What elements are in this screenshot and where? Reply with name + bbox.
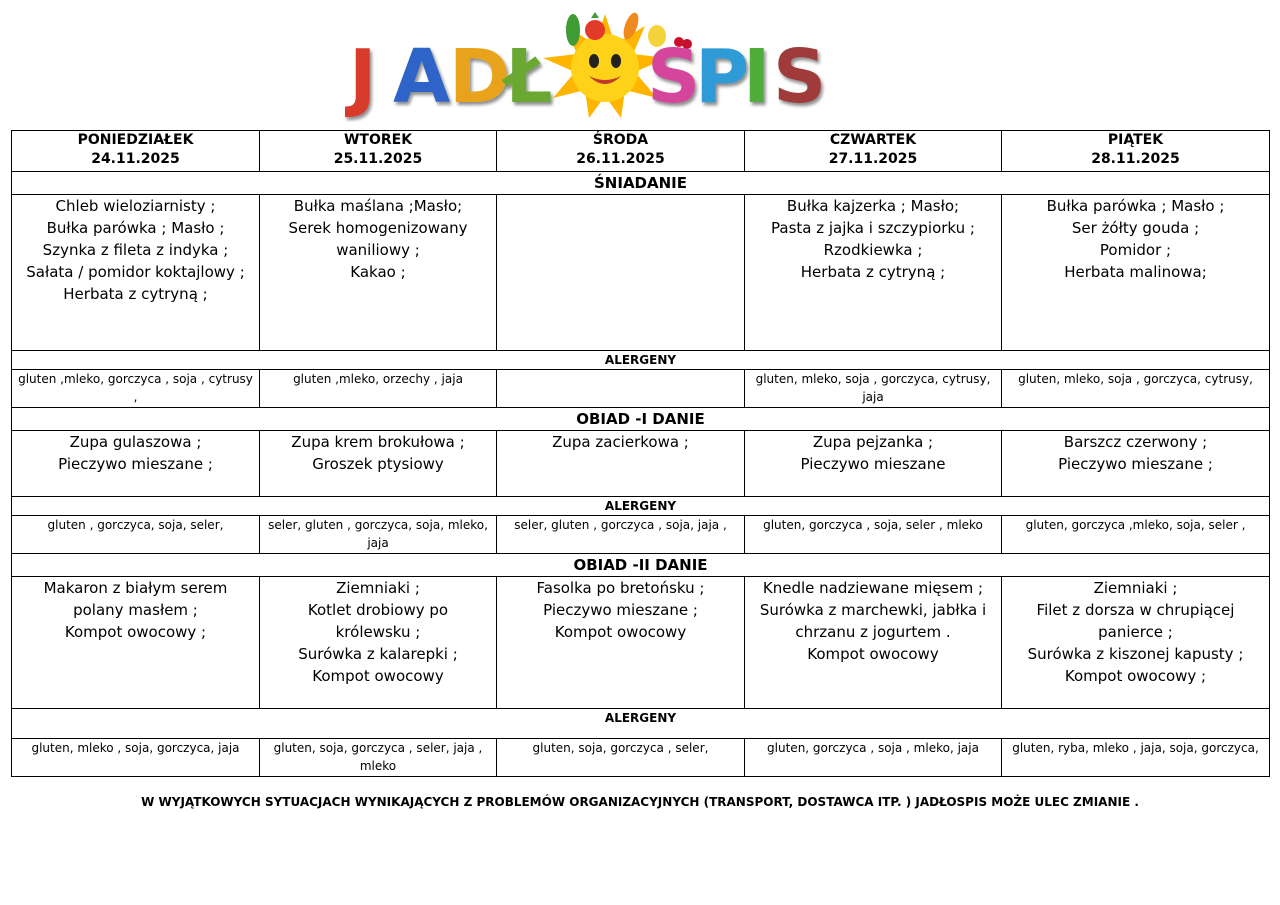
day-name: PONIEDZIAŁEK xyxy=(77,132,194,148)
allergen-cell: gluten, soja, gorczyca , seler, xyxy=(497,739,745,777)
meal-line: Zupa pejzanka ; xyxy=(812,433,934,451)
meal-line: Kotlet drobiowy po xyxy=(307,601,449,619)
logo-text-left xyxy=(345,34,553,120)
allergen-cell: gluten, mleko , soja, gorczyca, jaja xyxy=(12,739,260,777)
meal-line: Surówka z kalarepki ; xyxy=(298,645,458,663)
logo-letter-j: J xyxy=(349,34,377,120)
meal-line: Chleb wieloziarnisty ; xyxy=(55,197,216,215)
meal-line: Sałata / pomidor koktajlowy ; xyxy=(26,263,245,281)
allergen-cell: gluten, ryba, mleko , jaja, soja, gorczyca, xyxy=(1002,739,1270,777)
day-header-friday xyxy=(1002,131,1270,172)
day-name: PIĄTEK xyxy=(1107,132,1164,148)
logo-letter-s2: S xyxy=(773,34,827,120)
meal-cell xyxy=(1002,431,1270,497)
allergens-title: ALERGENY xyxy=(12,351,1270,370)
allergen-cell xyxy=(497,370,745,408)
meal-line: Bułka kajzerka ; Masło; xyxy=(786,197,960,215)
meal-line: Kakao ; xyxy=(350,263,406,281)
section-title-lunch1: OBIAD -I DANIE xyxy=(12,408,1270,431)
meal-line: Bułka maślana ;Masło; xyxy=(293,197,463,215)
allergen-cell: gluten ,mleko, gorczyca , soja , cytrusy , xyxy=(12,370,260,408)
lunch1-row xyxy=(12,431,1270,497)
meal-cell xyxy=(260,577,497,709)
meal-line: Bułka parówka ; Masło ; xyxy=(1046,197,1225,215)
allergens-title: ALERGENY xyxy=(12,709,1270,739)
meal-line: Kompot owocowy xyxy=(807,645,939,663)
meal-line: Zupa zacierkowa ; xyxy=(552,433,689,451)
day-header-thursday xyxy=(745,131,1002,172)
meal-line: Pieczywo mieszane ; xyxy=(58,455,213,473)
lunch2-row xyxy=(12,577,1270,709)
lunch2-allergens-row xyxy=(12,739,1270,777)
day-date: 27.11.2025 xyxy=(828,151,918,167)
lunch1-allergens-row xyxy=(12,516,1270,554)
logo-letter-l: Ł xyxy=(505,34,553,120)
meal-line: Herbata z cytryną ; xyxy=(800,263,946,281)
meal-cell xyxy=(745,431,1002,497)
menu-table xyxy=(11,130,1270,777)
day-date: 28.11.2025 xyxy=(1091,151,1180,167)
meal-line: Kompot owocowy xyxy=(312,667,444,685)
meal-line: Zupa gulaszowa ; xyxy=(69,433,202,451)
allergen-cell: gluten, gorczyca ,mleko, soja, seler , xyxy=(1002,516,1270,554)
day-name: CZWARTEK xyxy=(829,132,917,148)
logo-letter-d: D xyxy=(449,34,511,120)
days-header-row xyxy=(12,131,1270,172)
meal-line: Surówka z marchewki, jabłka i xyxy=(759,601,987,619)
logo-letter-a: A xyxy=(393,34,451,120)
meal-line: Szynka z fileta z indyka ; xyxy=(42,241,229,259)
meal-line: Ziemniaki ; xyxy=(336,579,420,597)
meal-line: Rzodkiewka ; xyxy=(823,241,923,259)
meal-line: Groszek ptysiowy xyxy=(312,455,444,473)
meal-line: Zupa krem brokułowa ; xyxy=(291,433,465,451)
meal-cell xyxy=(1002,577,1270,709)
meal-cell xyxy=(12,577,260,709)
meal-line: chrzanu z jogurtem . xyxy=(795,623,951,641)
day-name: ŚRODA xyxy=(592,132,649,148)
day-name: WTOREK xyxy=(343,132,413,148)
logo-letter-i: I xyxy=(743,34,771,120)
meal-line: Kompot owocowy ; xyxy=(64,623,207,641)
meal-line: Pieczywo mieszane ; xyxy=(1058,455,1213,473)
logo-letter-p: P xyxy=(695,34,750,120)
meal-line: królewsku ; xyxy=(335,623,421,641)
day-header-tuesday xyxy=(260,131,497,172)
meal-line: waniliowy ; xyxy=(336,241,420,259)
breakfast-row xyxy=(12,195,1270,351)
meal-line: Barszcz czerwony ; xyxy=(1063,433,1208,451)
meal-line: Pieczywo mieszane ; xyxy=(543,601,698,619)
meal-line: Serek homogenizowany xyxy=(288,219,468,237)
day-date: 24.11.2025 xyxy=(91,151,180,167)
lunch2-allergens-header-row xyxy=(12,709,1270,739)
day-header-monday xyxy=(12,131,260,172)
meal-line: Filet z dorsza w chrupiącej xyxy=(1036,601,1235,619)
meal-cell xyxy=(745,577,1002,709)
day-date: 25.11.2025 xyxy=(333,151,423,167)
meal-cell xyxy=(260,195,497,351)
meal-line: Fasolka po bretońsku ; xyxy=(536,579,705,597)
meal-cell xyxy=(497,577,745,709)
meal-line: Bułka parówka ; Masło ; xyxy=(46,219,225,237)
meal-cell xyxy=(497,431,745,497)
allergens-title: ALERGENY xyxy=(12,497,1270,516)
meal-line: Knedle nadziewane mięsem ; xyxy=(762,579,984,597)
meal-line: Ser żółty gouda ; xyxy=(1071,219,1200,237)
meal-cell xyxy=(745,195,1002,351)
breakfast-allergens-row xyxy=(12,370,1270,408)
meal-line: Pieczywo mieszane xyxy=(800,455,946,473)
meal-cell-empty xyxy=(497,195,745,351)
section-title-breakfast: ŚNIADANIE xyxy=(12,172,1270,195)
lunch1-allergens-header-row xyxy=(12,497,1270,516)
meal-line: Herbata z cytryną ; xyxy=(63,285,208,303)
footer-note: W WYJĄTKOWYCH SYTUACJACH WYNIKAJĄCYCH Z PROBLEMÓW ORGANIZACYJNYCH (TRANSPORT, DOSTAWCA ITP. ) JADŁOSPIS MOŻE ULEC ZMIANIE . xyxy=(141,795,1139,809)
day-header-wednesday xyxy=(497,131,745,172)
allergen-cell: gluten, mleko, soja , gorczyca, cytrusy, jaja xyxy=(745,370,1002,408)
meal-line: Pomidor ; xyxy=(1099,241,1172,259)
meal-cell xyxy=(1002,195,1270,351)
meal-cell xyxy=(12,195,260,351)
allergen-cell: seler, gluten , gorczyca, soja, mleko, jaja xyxy=(260,516,497,554)
allergen-cell: gluten ,mleko, orzechy , jaja xyxy=(260,370,497,408)
meal-line: Kompot owocowy ; xyxy=(1064,667,1207,685)
section-lunch2-row xyxy=(12,554,1270,577)
allergen-cell: seler, gluten , gorczyca , soja, jaja , xyxy=(497,516,745,554)
allergen-cell: gluten, gorczyca , soja, seler , mleko xyxy=(745,516,1002,554)
logo-text-right xyxy=(647,34,826,120)
section-title-lunch2: OBIAD -II DANIE xyxy=(12,554,1270,577)
day-date: 26.11.2025 xyxy=(576,151,665,167)
meal-line: Pasta z jajka i szczypiorku ; xyxy=(771,219,975,237)
meal-line: Makaron z białym serem xyxy=(43,579,228,597)
meal-line: Ziemniaki ; xyxy=(1093,579,1178,597)
section-lunch1-row xyxy=(12,408,1270,431)
allergen-cell: gluten, soja, gorczyca , seler, jaja , mleko xyxy=(260,739,497,777)
meal-line: Kompot owocowy xyxy=(554,623,687,641)
breakfast-allergens-header-row xyxy=(12,351,1270,370)
allergen-cell: gluten, mleko, soja , gorczyca, cytrusy, xyxy=(1002,370,1270,408)
allergen-cell: gluten, gorczyca , soja , mleko, jaja xyxy=(745,739,1002,777)
meal-line: panierce ; xyxy=(1098,623,1173,641)
meal-line: Herbata malinowa; xyxy=(1064,263,1207,281)
meal-line: Surówka z kiszonej kapusty ; xyxy=(1027,645,1244,663)
meal-cell xyxy=(260,431,497,497)
meal-line: polany masłem ; xyxy=(73,601,198,619)
meal-cell xyxy=(12,431,260,497)
section-breakfast-row xyxy=(12,172,1270,195)
jadlospis-logo xyxy=(345,6,865,122)
allergen-cell: gluten , gorczyca, soja, seler, xyxy=(12,516,260,554)
logo-letter-s1: S xyxy=(647,34,701,120)
